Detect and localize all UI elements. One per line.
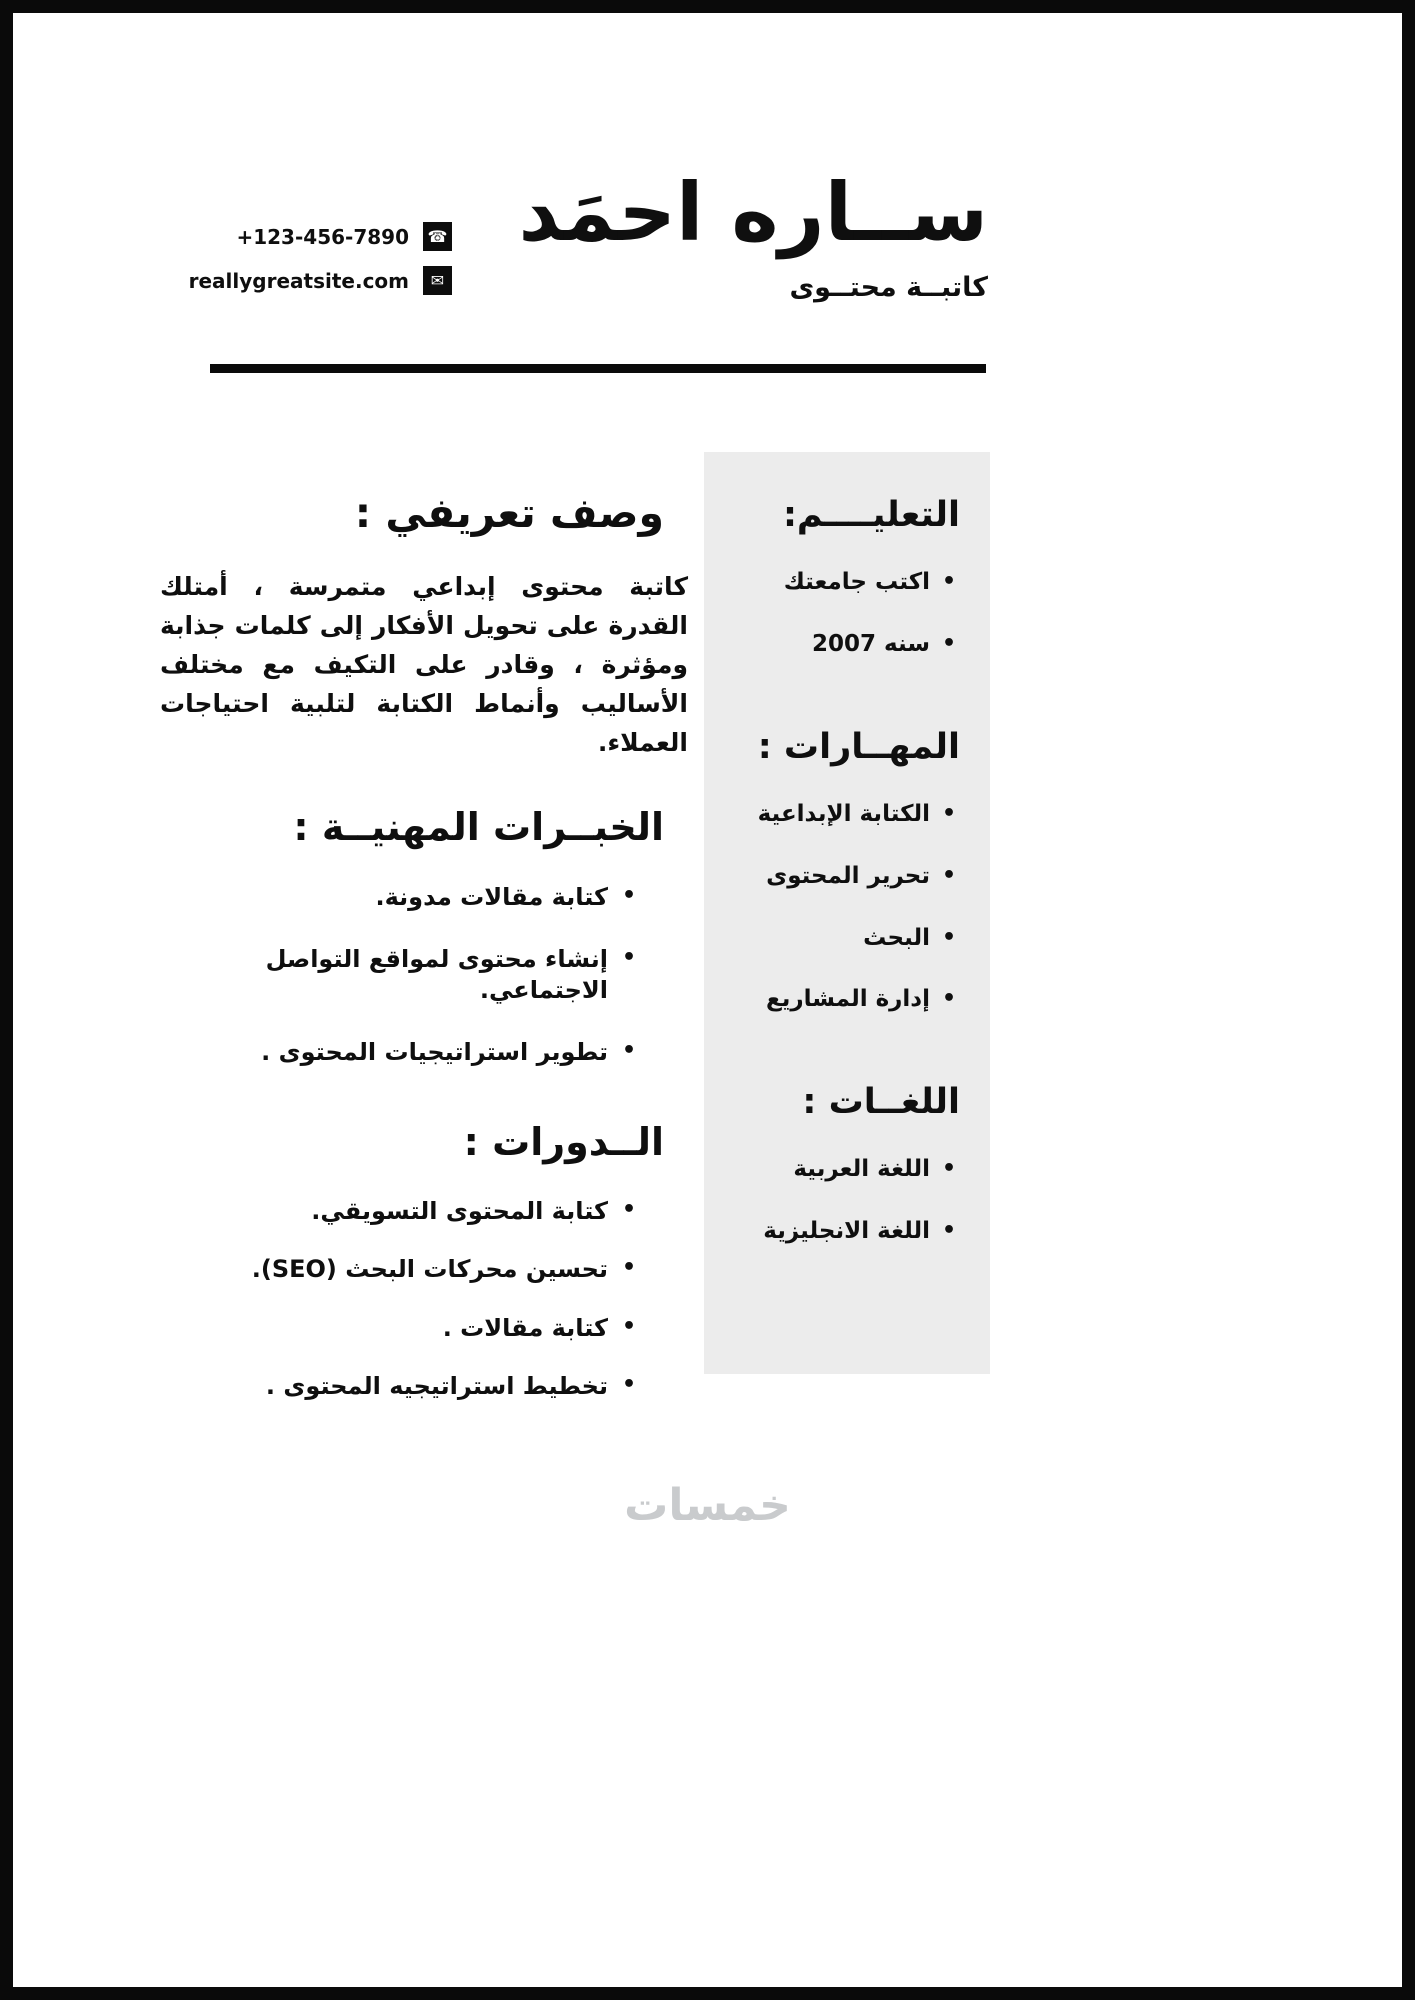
experience-item <box>160 1037 638 1068</box>
skill-item <box>728 800 960 830</box>
experience-item-text: تطوير استراتيجيات المحتوى . <box>261 1038 608 1067</box>
course-item-text: كتابة المحتوى التسويقي. <box>311 1197 608 1226</box>
experience-heading: الخبــرات المهنيــة : <box>293 805 664 850</box>
education-list <box>728 568 960 660</box>
contact-block <box>189 222 452 295</box>
profile-heading: وصف تعريفي : <box>354 489 664 537</box>
skill-item-text: الكتابة الإبداعية <box>757 800 930 827</box>
course-item-text: تحسين محركات البحث (SEO). <box>251 1255 608 1284</box>
education-item-text: سنه 2007 <box>812 630 930 657</box>
language-item <box>728 1217 960 1247</box>
website-text: reallygreatsite.com <box>188 268 409 293</box>
skill-item <box>728 985 960 1015</box>
skills-section <box>728 726 960 1016</box>
experience-item-text: كتابة مقالات مدونة. <box>375 882 608 911</box>
skill-item-text: إدارة المشاريع <box>766 986 930 1013</box>
course-item <box>160 1313 638 1344</box>
language-item-text: اللغة الانجليزية <box>763 1218 930 1245</box>
experience-item <box>160 882 638 913</box>
skill-item-text: تحرير المحتوى <box>766 862 930 889</box>
sidebar <box>704 452 990 1374</box>
education-item-text: اكتب جامعتك <box>783 569 930 595</box>
skills-list <box>728 800 960 1016</box>
course-item <box>160 1371 638 1402</box>
candidate-name: ســاره احمَد <box>518 166 988 259</box>
watermark: خمسات <box>624 1480 791 1531</box>
experience-item-text: إنشاء محتوى لمواقع التواصل الاجتماعي. <box>265 945 608 1005</box>
course-item-text: كتابة مقالات . <box>442 1313 608 1342</box>
phone-number: +123-456-7890 <box>236 224 409 249</box>
languages-list <box>728 1155 960 1247</box>
header-divider <box>210 364 986 373</box>
skill-item-text: البحث <box>863 924 930 951</box>
course-item <box>160 1196 638 1227</box>
job-title: كاتبــة محتــوى <box>789 271 988 303</box>
course-item <box>160 1254 638 1285</box>
experience-item <box>160 944 638 1006</box>
profile-text: كاتبة محتوى إبداعي متمرسة ، أمتلك القدرة على تحويل الأفكار إلى كلمات جذابة ومؤثرة ، وقادر على التكيف مع مختلف الأساليب وأنماط الكتابة لتلبية احتياجات العملاء. <box>160 572 688 758</box>
phone-icon: ☎ <box>423 222 452 251</box>
courses-heading: الــدورات : <box>463 1119 664 1164</box>
website-row <box>189 266 452 295</box>
education-item <box>728 630 960 660</box>
language-item <box>728 1155 960 1185</box>
main-column <box>160 490 688 1429</box>
languages-section <box>728 1081 960 1247</box>
course-item-text: تخطيط استراتيجيه المحتوى . <box>265 1371 608 1400</box>
education-heading: التعليــــم: <box>782 495 960 535</box>
email-icon: ✉ <box>423 266 452 295</box>
skills-heading: المهــارات : <box>757 726 960 767</box>
skill-item <box>728 862 960 892</box>
skill-item <box>728 924 960 954</box>
courses-list <box>160 1196 688 1402</box>
header <box>519 168 988 304</box>
experience-list <box>160 882 688 1069</box>
languages-heading: اللغــات : <box>802 1082 960 1123</box>
phone-row <box>236 222 452 251</box>
education-item <box>728 568 960 598</box>
language-item-text: اللغة العربية <box>793 1156 930 1183</box>
education-section <box>728 494 960 660</box>
